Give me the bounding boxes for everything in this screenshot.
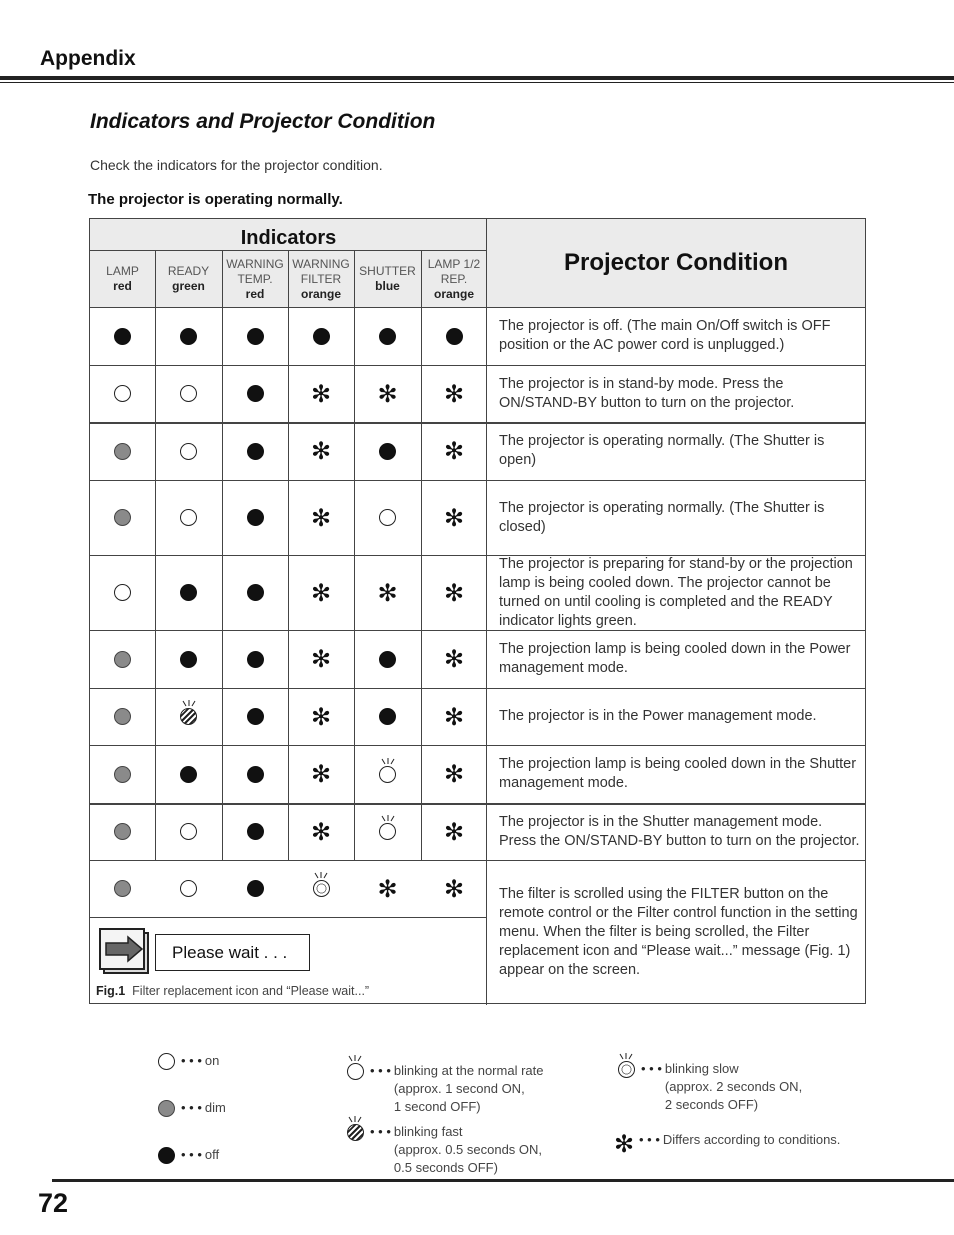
condition-text-body: The projector is in the Power management mode. — [499, 708, 817, 724]
legend-blink-slow — [616, 1060, 802, 1114]
light-off-icon — [247, 708, 264, 725]
indicators-heading: Indicators — [240, 227, 337, 249]
indicator-cell — [421, 480, 487, 555]
indicator-cell — [155, 365, 222, 422]
legend-dim — [156, 1099, 226, 1117]
asterisk-icon: ✻ — [443, 379, 465, 408]
legend-star — [614, 1131, 840, 1156]
legend-line: on — [204, 1053, 220, 1068]
indicator-cell — [288, 480, 354, 555]
legend-line: (approx. 2 seconds ON, — [664, 1079, 803, 1094]
legend-text — [394, 1062, 544, 1116]
light-on-icon — [114, 385, 131, 402]
asterisk-icon: ✻ — [443, 645, 465, 673]
legend-symbol — [156, 1099, 176, 1117]
legend-bullets: • • • — [639, 1132, 660, 1147]
indicator-cell — [354, 630, 421, 688]
indicator-cell — [354, 422, 421, 480]
light-off-icon — [247, 584, 264, 601]
light-off-icon — [247, 766, 264, 783]
legend-line: dim — [204, 1100, 226, 1115]
light-on-icon — [180, 823, 197, 840]
indicator-cell — [288, 745, 354, 803]
light-dim-icon — [114, 651, 131, 668]
asterisk-icon: ✻ — [310, 645, 332, 673]
column-header — [288, 251, 354, 307]
indicator-cell — [288, 860, 354, 917]
legend-line: (approx. 0.5 seconds ON, — [393, 1142, 543, 1157]
light-off-icon — [114, 328, 131, 345]
light-off-icon — [180, 651, 197, 668]
light-off-icon — [158, 1147, 175, 1164]
legend-text — [663, 1131, 841, 1156]
indicator-cell — [90, 365, 155, 422]
asterisk-icon: ✻ — [377, 578, 398, 607]
legend-bullets: • • • — [641, 1061, 662, 1076]
light-dim-icon — [158, 1100, 175, 1117]
indicator-cell — [421, 630, 487, 688]
light-dim-icon — [114, 880, 131, 897]
blink-rays-icon — [180, 700, 198, 708]
legend-line: Differs according to conditions. — [662, 1132, 841, 1147]
indicator-cell — [421, 365, 487, 422]
legend-line: 2 seconds OFF) — [664, 1097, 759, 1112]
blink-slow-icon — [618, 1061, 635, 1078]
intro-text: Check the indicators for the projector condition. — [90, 157, 383, 173]
legend-symbol — [616, 1060, 636, 1114]
light-off-icon — [379, 708, 396, 725]
light-on-icon — [180, 385, 197, 402]
indicator-cell — [421, 307, 487, 365]
blink-normal-icon — [347, 1063, 364, 1080]
indicator-cell — [421, 803, 487, 860]
indicator-cell — [288, 803, 354, 860]
legend-symbol — [156, 1146, 176, 1164]
condition-text — [499, 860, 863, 1005]
asterisk-icon: ✻ — [443, 702, 465, 731]
column-name: LAMP — [106, 264, 139, 278]
condition-text — [499, 422, 863, 480]
legend-line: 1 second OFF) — [393, 1099, 481, 1114]
column-color: orange — [433, 286, 474, 301]
light-off-icon — [180, 584, 197, 601]
indicator-cell — [155, 630, 222, 688]
light-off-icon — [446, 328, 463, 345]
light-dim-icon — [114, 708, 131, 725]
indicator-cell — [354, 803, 421, 860]
column-color: green — [172, 279, 205, 293]
light-off-icon — [247, 385, 264, 402]
legend-line: 0.5 seconds OFF) — [393, 1160, 498, 1175]
indicator-cell — [90, 860, 155, 917]
asterisk-icon: ✻ — [443, 874, 465, 903]
indicator-cell — [222, 688, 288, 745]
figure-label: Fig.1 — [96, 984, 126, 998]
legend-line: blinking fast — [393, 1124, 463, 1139]
light-dim-icon — [114, 509, 131, 526]
light-on-icon — [114, 584, 131, 601]
indicator-cell — [354, 745, 421, 803]
legend-text — [665, 1060, 802, 1114]
indicator-cell — [155, 745, 222, 803]
condition-text-body: The projector is off. (The main On/Off switch is OFF position or the AC power cord is unplugged.) — [499, 318, 831, 353]
indicator-cell — [155, 307, 222, 365]
indicator-cell — [288, 307, 354, 365]
legend-symbol — [345, 1123, 365, 1177]
indicator-cell — [222, 745, 288, 803]
legend-symbol — [614, 1131, 634, 1156]
light-dim-icon — [114, 766, 131, 783]
legend-off — [156, 1146, 219, 1164]
indicator-cell — [222, 803, 288, 860]
figure-caption-text: Filter replacement icon and “Please wait...” — [132, 984, 370, 998]
figure-caption — [96, 984, 369, 998]
blink-rays-icon — [379, 758, 397, 766]
legend-line: blinking at the normal rate — [393, 1063, 544, 1078]
condition-text — [499, 307, 863, 365]
indicator-table — [89, 218, 866, 1004]
column-name: LAMP 1/2 REP. — [427, 256, 481, 286]
condition-text-body: The projection lamp is being cooled down in the Shutter management mode. — [499, 756, 857, 791]
header-rule-thin — [0, 82, 954, 83]
indicator-cell — [155, 860, 222, 917]
legend-text — [205, 1146, 219, 1164]
indicator-cell — [222, 630, 288, 688]
legend-bullets: • • • — [181, 1147, 202, 1162]
light-on-icon — [180, 443, 197, 460]
light-on-icon — [180, 880, 197, 897]
blink-rays-icon — [346, 1116, 364, 1124]
legend-bullets: • • • — [181, 1100, 202, 1115]
condition-text-body: The projection lamp is being cooled down in the Power management mode. — [499, 641, 851, 676]
column-color: blue — [375, 279, 400, 293]
blink-normal-icon — [379, 823, 396, 840]
legend-blink-normal — [345, 1062, 543, 1116]
legend-bullets: • • • — [181, 1053, 202, 1068]
legend-line: off — [204, 1147, 220, 1162]
indicator-cell — [288, 422, 354, 480]
condition-text — [499, 480, 863, 555]
indicator-cell — [421, 422, 487, 480]
legend-text — [205, 1099, 226, 1117]
asterisk-icon: ✻ — [443, 578, 465, 607]
condition-text-body: The projector is in the Shutter management mode. Press the ON/STAND-BY button to turn on the projector. — [499, 813, 860, 849]
light-off-icon — [180, 766, 197, 783]
asterisk-icon: ✻ — [310, 437, 332, 465]
condition-heading: Projector Condition — [564, 249, 788, 276]
asterisk-icon: ✻ — [377, 379, 398, 408]
light-dim-icon — [114, 823, 131, 840]
indicator-cell — [354, 365, 421, 422]
subheading: The projector is operating normally. — [88, 191, 343, 208]
light-off-icon — [247, 880, 264, 897]
indicator-cell — [90, 745, 155, 803]
light-off-icon — [379, 328, 396, 345]
asterisk-icon: ✻ — [310, 503, 332, 532]
indicator-cell — [222, 307, 288, 365]
page-title: Indicators and Projector Condition — [90, 110, 436, 133]
indicator-cell — [155, 480, 222, 555]
indicator-cell — [288, 555, 354, 630]
condition-text-body: The projector is preparing for stand-by or the projection lamp is being cooled down. The projector cannot be turned on until cooling is completed and the READY indicator lights green. — [499, 555, 853, 629]
asterisk-icon: ✻ — [443, 760, 465, 788]
indicator-cell — [90, 480, 155, 555]
indicator-cell — [222, 860, 288, 917]
indicator-cell — [288, 365, 354, 422]
blink-rays-icon — [312, 872, 330, 880]
light-off-icon — [247, 823, 264, 840]
indicator-cell — [354, 480, 421, 555]
legend-on — [156, 1052, 219, 1070]
light-off-icon — [247, 509, 264, 526]
legend-line: (approx. 1 second ON, — [393, 1081, 525, 1096]
condition-text-body: The projector is operating normally. (The Shutter is closed) — [499, 499, 825, 535]
indicator-cell — [222, 480, 288, 555]
light-off-icon — [313, 328, 330, 345]
column-name: SHUTTER — [359, 264, 416, 278]
blink-rays-icon — [617, 1053, 635, 1061]
indicator-cell — [421, 688, 487, 745]
indicator-cell — [90, 803, 155, 860]
asterisk-icon: ✻ — [310, 702, 332, 731]
condition-text — [499, 688, 863, 745]
header-rule — [0, 76, 954, 80]
indicator-cell — [222, 365, 288, 422]
legend-bullets: • • • — [370, 1063, 391, 1078]
condition-text — [499, 745, 863, 803]
blink-fast-icon — [347, 1124, 364, 1141]
indicator-cell — [90, 630, 155, 688]
legend-symbol — [156, 1052, 176, 1070]
section-label: Appendix — [40, 47, 136, 70]
indicator-cell — [90, 688, 155, 745]
indicator-cell — [354, 307, 421, 365]
light-off-icon — [247, 328, 264, 345]
indicator-cell — [90, 307, 155, 365]
indicator-cell — [155, 688, 222, 745]
indicator-cell — [222, 555, 288, 630]
indicator-cell — [421, 555, 487, 630]
indicator-cell — [90, 555, 155, 630]
asterisk-icon: ✻ — [310, 379, 332, 408]
indicator-cell — [421, 860, 487, 917]
indicator-cell — [354, 555, 421, 630]
column-name: WARNING FILTER — [292, 256, 350, 286]
legend-line: blinking slow — [664, 1061, 739, 1076]
asterisk-icon: ✻ — [310, 817, 332, 846]
column-header — [354, 251, 421, 307]
indicator-cell — [90, 422, 155, 480]
blink-fast-icon — [180, 708, 197, 725]
indicator-cell — [222, 422, 288, 480]
column-name: WARNING TEMP. — [226, 256, 284, 286]
condition-text-body: The projector is operating normally. (The Shutter is open) — [499, 433, 825, 468]
asterisk-icon: ✻ — [310, 760, 332, 788]
light-off-icon — [379, 443, 396, 460]
asterisk-icon: ✻ — [443, 817, 465, 846]
column-header — [421, 251, 487, 307]
indicator-cell — [288, 630, 354, 688]
blink-rays-icon — [379, 815, 397, 823]
indicator-cell — [155, 803, 222, 860]
asterisk-icon: ✻ — [443, 503, 465, 532]
indicator-cell — [354, 860, 421, 917]
legend-text — [205, 1052, 219, 1070]
column-header — [222, 251, 288, 307]
condition-text — [499, 365, 863, 422]
please-wait-box: Please wait . . . — [155, 934, 310, 971]
column-color: red — [245, 286, 265, 301]
condition-text — [499, 555, 863, 630]
row-divider — [90, 917, 487, 918]
indicator-cell — [354, 688, 421, 745]
light-on-icon — [158, 1053, 175, 1070]
light-off-icon — [247, 443, 264, 460]
column-header — [90, 251, 155, 307]
asterisk-icon: ✻ — [443, 437, 465, 465]
blink-slow-icon — [313, 880, 330, 897]
light-dim-icon — [114, 443, 131, 460]
legend-symbol — [345, 1062, 365, 1116]
condition-text — [499, 630, 863, 688]
filter-replacement-icon — [96, 925, 152, 979]
light-on-icon — [379, 509, 396, 526]
condition-text-body: The projector is in stand-by mode. Press the ON/STAND-BY button to turn on the projector. — [499, 375, 795, 411]
light-off-icon — [247, 651, 264, 668]
page-number: 72 — [38, 1188, 69, 1218]
legend-blink-fast — [345, 1123, 542, 1177]
column-name: READY — [167, 264, 210, 278]
indicator-cell — [155, 422, 222, 480]
footer-rule — [52, 1179, 954, 1182]
column-header — [155, 251, 222, 307]
condition-text-body: The filter is scrolled using the FILTER button on the remote control or the Filter control function in the setting menu. When the filter is being scrolled, the Filter replacement icon and “Please wait...” message (Fig. 1) appear on the screen. — [499, 886, 858, 978]
asterisk-icon: ✻ — [377, 874, 398, 903]
light-off-icon — [180, 328, 197, 345]
legend-bullets: • • • — [370, 1124, 391, 1139]
light-on-icon — [180, 509, 197, 526]
indicator-cell — [421, 745, 487, 803]
asterisk-icon: ✻ — [613, 1130, 635, 1158]
blink-normal-icon — [379, 766, 396, 783]
column-color: red — [113, 279, 132, 293]
blink-rays-icon — [346, 1055, 364, 1063]
column-color: orange — [300, 286, 341, 301]
light-off-icon — [379, 651, 396, 668]
indicator-cell — [288, 688, 354, 745]
indicator-cell — [155, 555, 222, 630]
asterisk-icon: ✻ — [310, 578, 332, 607]
legend-text — [394, 1123, 542, 1177]
condition-text — [499, 803, 863, 860]
